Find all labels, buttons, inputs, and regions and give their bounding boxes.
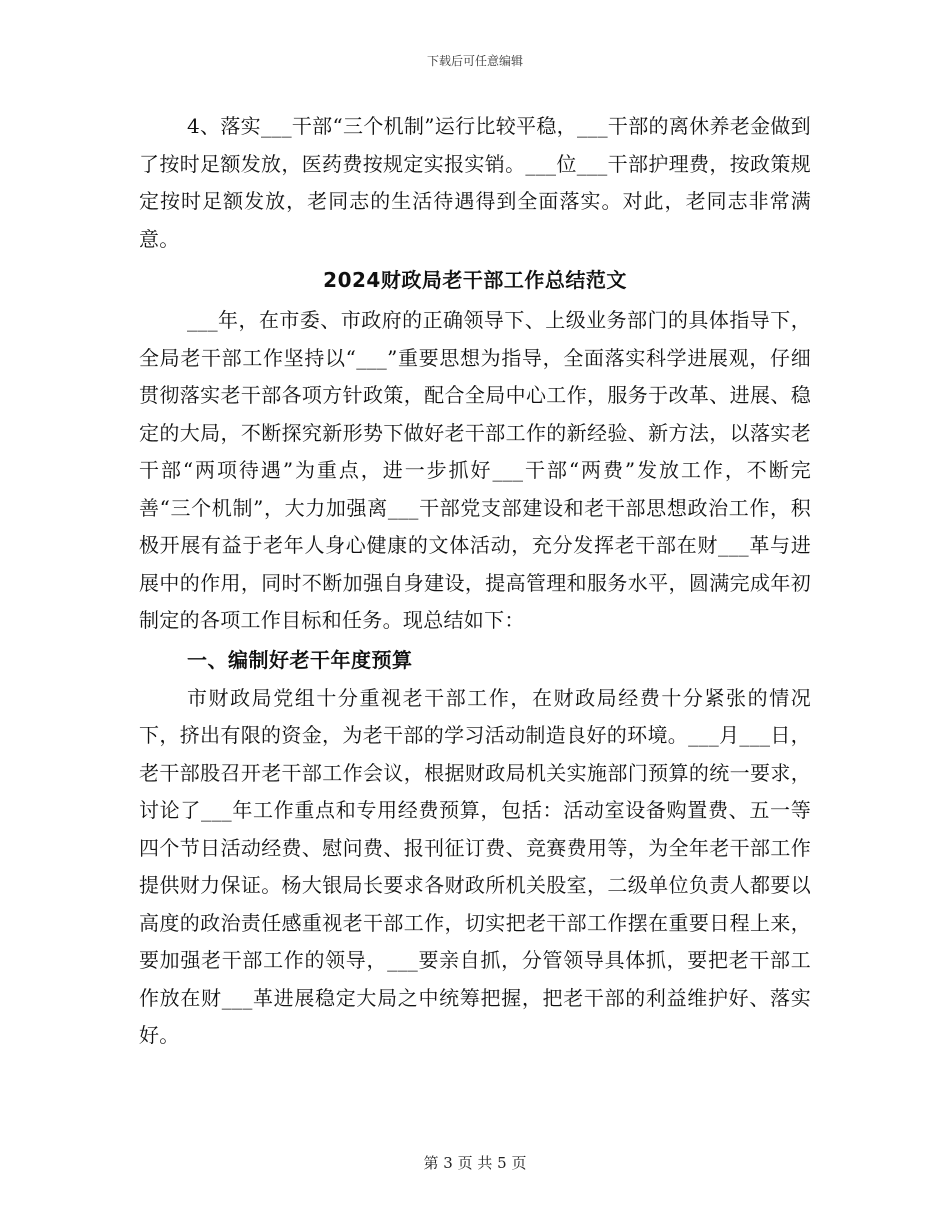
page-number: 第 3 页 共 5 页 — [423, 1154, 527, 1172]
page-header: 下载后可任意编辑 — [426, 54, 523, 68]
paragraph-summary: ___年，在市委、市政府的正确领导下、上级业务部门的具体指导下，全局老干部工作坚持以“___”重要思想为指导，全面落实科学进展观，仔细贯彻落实老干部各项方针政策，配合全局中心工作，服务于改革、进展、稳定的大局，不断探究新形势下做好老干部工作的新经验、新方法，以落实老干部“两项待遇”为重点，进一步抓好___干部“两费”发放工作，不断完善“三个机制”，大力加强离___干部党支部建设和老干部思想政治工作，积极开展有益于老年人身心健康的文体活动，充分发挥老干部在财___革与进展中的作用，同时不断加强自身建设，提高管理和服务水平，圆满完成年初制定的各项工作目标和任务。现总结如下： — [139, 308, 811, 632]
document-title: 2024财政局老干部工作总结范文 — [323, 268, 627, 292]
paragraph-intro: 4、落实___干部“三个机制”运行比较平稳，___干部的离休养老金做到了按时足额发放，医药费按规定实报实销。___位___干部护理费，按政策规定按时足额发放，老同志的生活待遇得到全面落实。对此，老同志非常满意。 — [139, 114, 811, 251]
section-heading-budget: 一、编制好老干年度预算 — [187, 647, 413, 672]
paragraph-budget: 市财政局党组十分重视老干部工作，在财政局经费十分紧张的情况下，挤出有限的资金，为老干部的学习活动制造良好的环境。___月___日，老干部股召开老干部工作会议，根据财政局机关实施部门预算的统一要求，讨论了___年工作重点和专用经费预算，包括：活动室设备购置费、五一等四个节日活动经费、慰问费、报刊征订费、竞赛费用等，为全年老干部工作提供财力保证。杨大银局长要求各财政所机关股室，二级单位负责人都要以高度的政治责任感重视老干部工作，切实把老干部工作摆在重要日程上来，要加强老干部工作的领导，___要亲自抓，分管领导具体抓，要把老干部工作放在财___革进展稳定大局之中统筹把握，把老干部的利益维护好、落实好。 — [139, 685, 811, 1047]
document-body — [139, 108, 811, 1055]
